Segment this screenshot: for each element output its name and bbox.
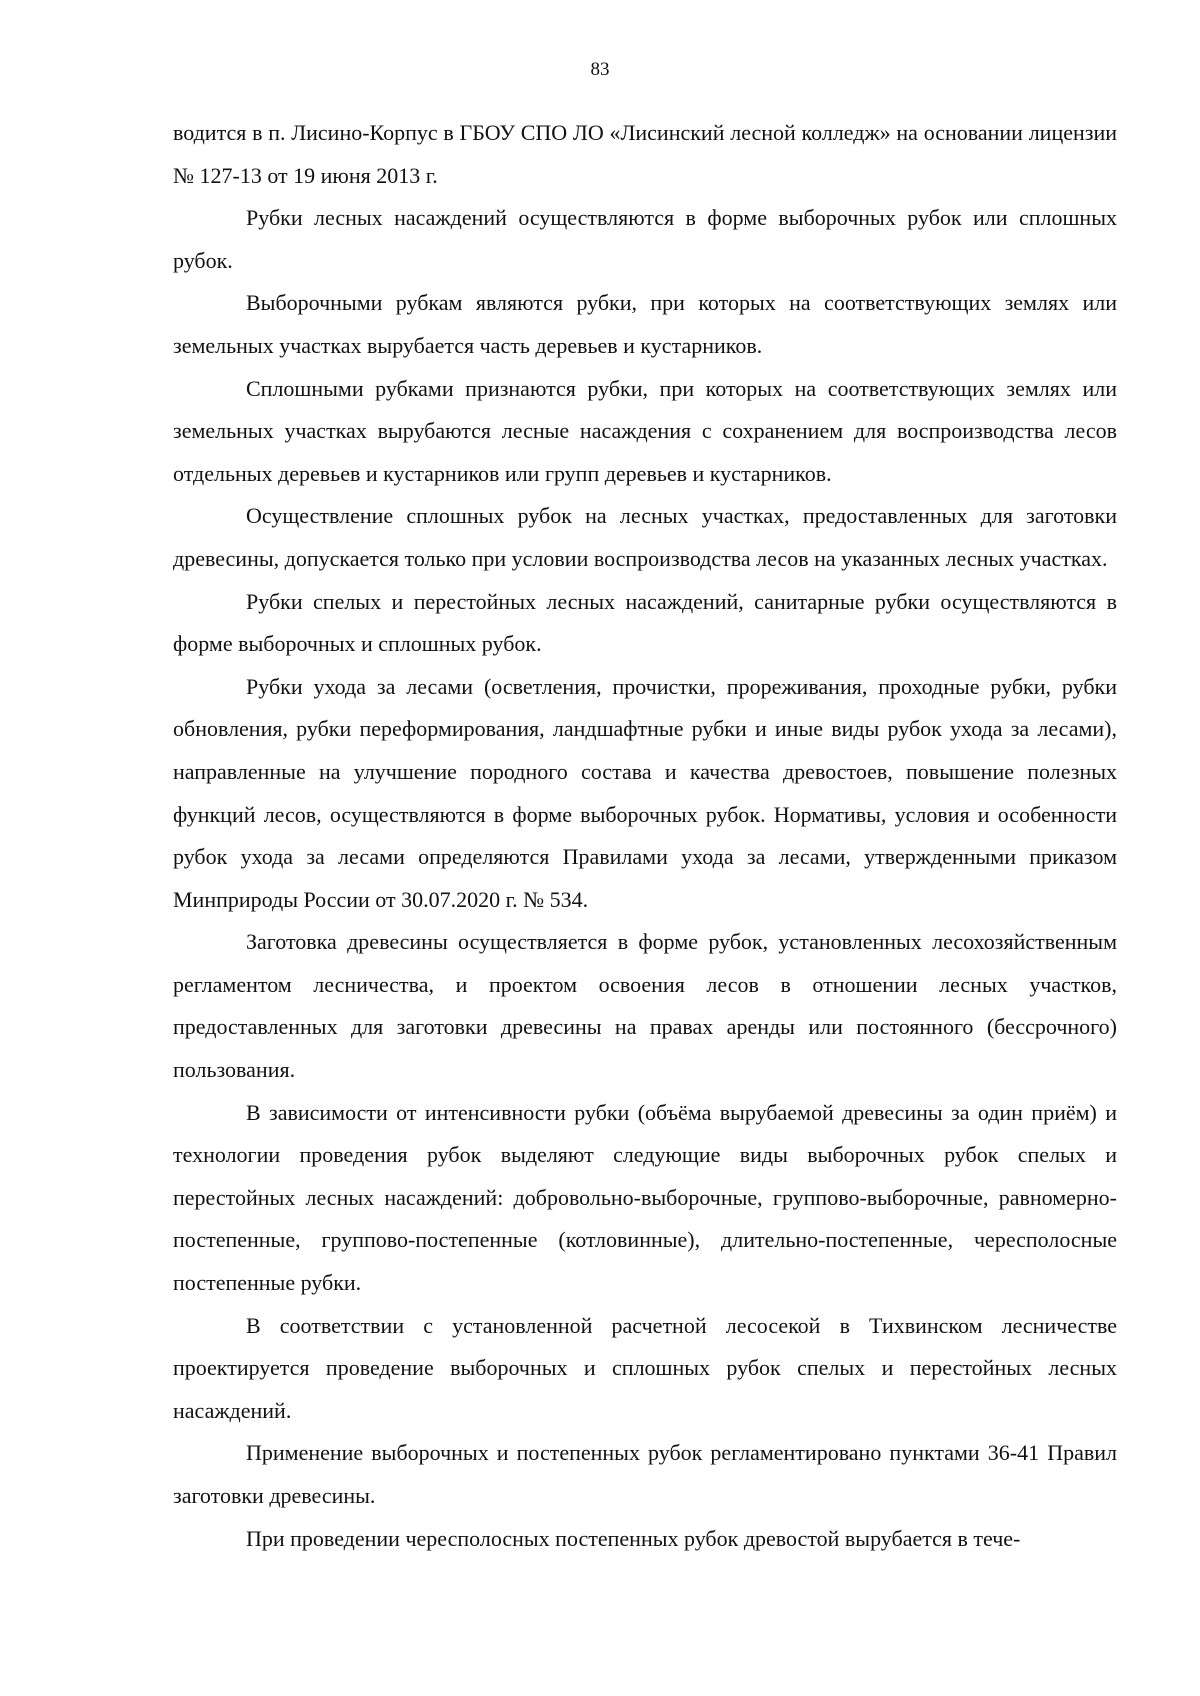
paragraph-6: Рубки спелых и перестойных лесных насаждений, санитарные рубки осуществляются в форме выборочных и сплошных рубок. — [173, 588, 1117, 657]
paragraph-4: Сплошными рубками признаются рубки, при которых на соответствующих землях или земельных участках вырубаются лесные насаждения с сохранением для воспроизводства лесов отдельных деревьев и кустарников или групп деревьев и кустарников. — [173, 375, 1117, 486]
paragraph-7: Рубки ухода за лесами (осветления, прочистки, прореживания, проходные рубки, рубки обновления, рубки переформирования, ландшафтные рубки и иные виды рубок ухода за лесами), направленные на улучшение породного состава и качества древостоев, повышение полезных функций лесов, осуществляются в форме выборочных рубок. Нормативы, условия и особенности рубок ухода за лесами определяются Правилами ухода за лесами, утвержденными приказом Минприроды России от 30.07.2020 г. № 534. — [173, 673, 1117, 912]
page-number: 83 — [590, 59, 610, 80]
paragraph-1: водится в п. Лисино-Корпус в ГБОУ СПО ЛО «Лисинский лесной колледж» на основании лицензии № 127-13 от 19 июня 2013 г. — [173, 120, 1117, 188]
paragraph-5: Осуществление сплошных рубок на лесных участках, предоставленных для заготовки древесины, допускается только при условии воспроизводства лесов на указанных лесных участках. — [173, 503, 1117, 571]
paragraph-9: В зависимости от интенсивности рубки (объёма вырубаемой древесины за один приём) и технологии проведения рубок выделяют следующие виды выборочных рубок спелых и перестойных лесных насаждений: добровольно-выборочные, группово-выборочные, равномерно-постепенные, группово-постепенные (котловинные), длительно-постепенные, чересполосные постепенные рубки. — [173, 1099, 1117, 1296]
paragraph-10: В соответствии с установленной расчетной лесосекой в Тихвинском лесничестве проектируется проведение выборочных и сплошных рубок спелых и перестойных лесных насаждений. — [173, 1312, 1117, 1423]
body-text — [173, 112, 1117, 1560]
paragraph-12: При проведении чересполосных постепенных рубок древостой вырубается в тече- — [246, 1525, 1021, 1551]
paragraph-8: Заготовка древесины осуществляется в форме рубок, установленных лесохозяйственным регламентом лесничества, и проектом освоения лесов в отношении лесных участков, предоставленных для заготовки древесины на правах аренды или постоянного (бессрочного) пользования. — [173, 929, 1117, 1083]
paragraph-2: Рубки лесных насаждений осуществляются в форме выборочных рубок или сплошных рубок. — [173, 205, 1117, 273]
paragraph-11: Применение выборочных и постепенных рубок регламентировано пунктами 36-41 Правил заготовки древесины. — [173, 1440, 1117, 1508]
paragraph-3: Выборочными рубкам являются рубки, при которых на соответствующих землях или земельных участках вырубается часть деревьев и кустарников. — [173, 290, 1117, 358]
